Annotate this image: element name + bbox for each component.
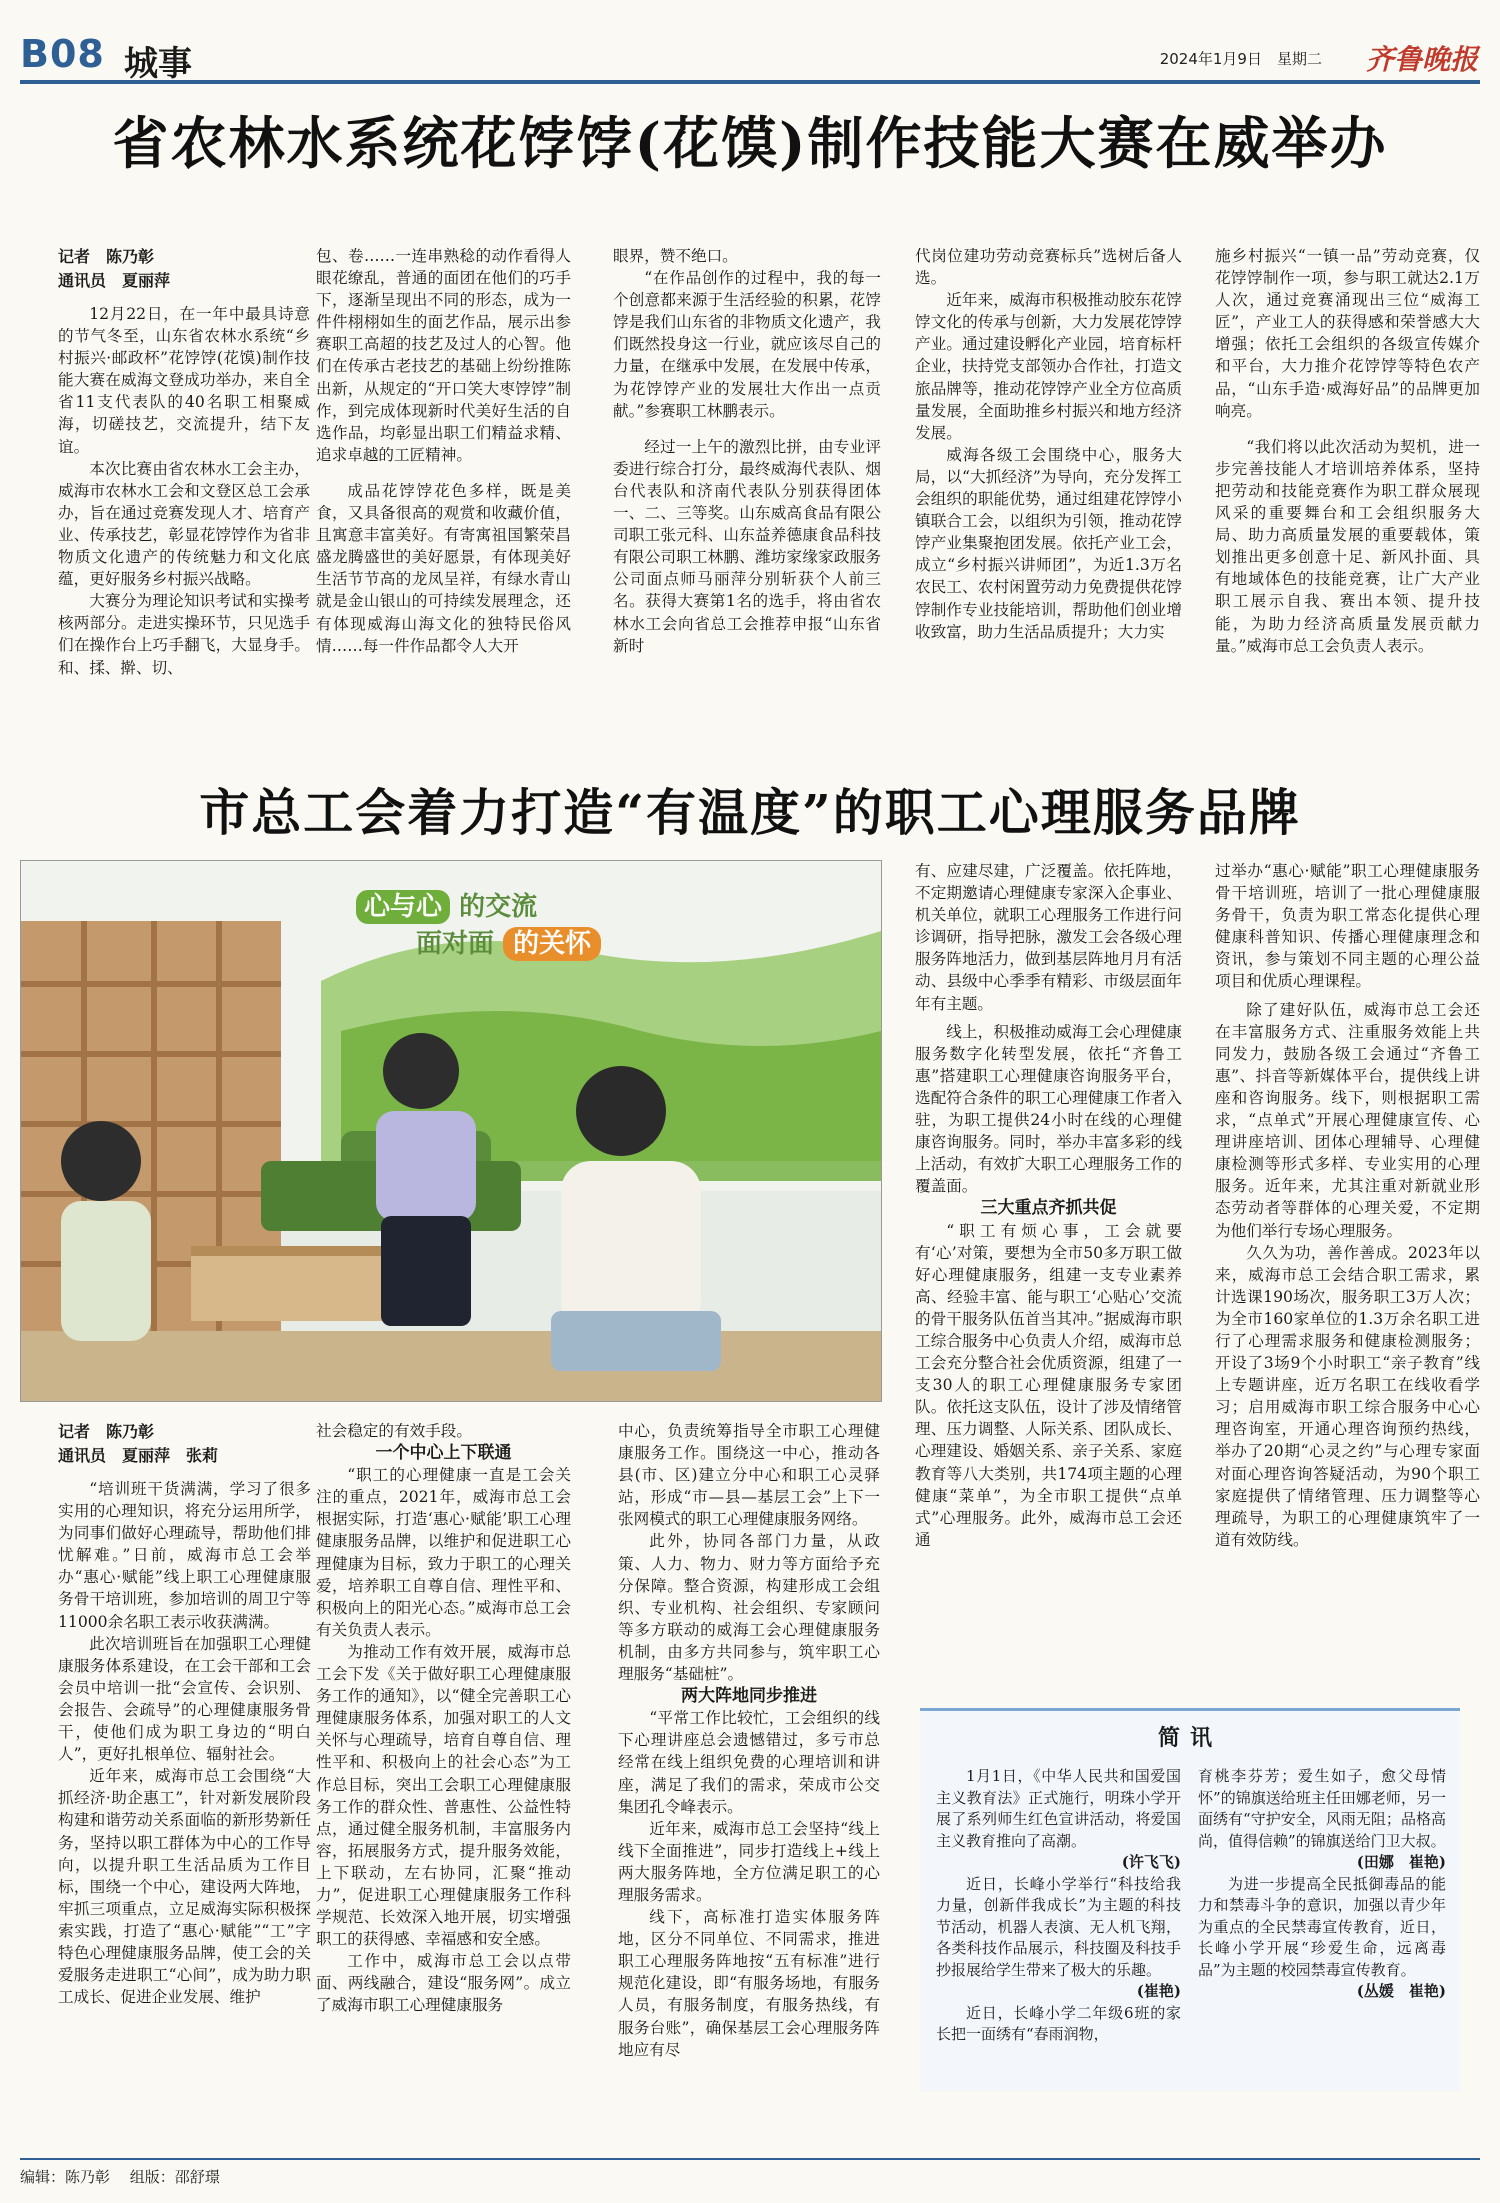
- brief-item: 近日，长峰小学举行“科技给我力量，创新伴我成长”为主题的科技节活动，机器人表演、无人机飞翔，各类科技作品展示，科技圈及科技手抄报展给学生带来了极大的乐趣。: [936, 1874, 1181, 1979]
- brief-signature: (崔艳): [1136, 1982, 1181, 2000]
- article2-column-3: [618, 1420, 880, 2145]
- paragraph: 有、应建尽建，广泛覆盖。依托阵地，不定期邀请心理健康专家深入企事业、机关单位，就职工心理服务工作进行问诊调研，指导把脉，激发工会各级心理服务阵地活力，做到基层阵地月月有活动、县级中心季季有精彩、市级层面年年有主题。: [915, 862, 1182, 1013]
- news-photo: [20, 860, 882, 1402]
- brief-column-left: [936, 1766, 1181, 2086]
- paragraph: 线上，积极推动威海工会心理健康服务数字化转型发展，依托“齐鲁工惠”搭建职工心理健康咨询服务平台，选配符合条件的职工心理健康工作者入驻，为职工提供24小时在线的心理健康咨询服务。同时，举办丰富多彩的线上活动，有效扩大职工心理服务工作的覆盖面。: [915, 1022, 1182, 1196]
- article2-column-1: [58, 1420, 311, 2145]
- subheading: 两大阵地同步推进: [681, 1686, 817, 1707]
- photo-sign-care: 的关怀: [503, 927, 601, 961]
- layout-credit: 组版：邵舒璟: [129, 2168, 220, 2186]
- paragraph: 此外，协同各部门力量，从政策、人力、物力、财力等方面给予充分保障。整合资源，构建形成工会组织、专业机构、社会组织、专家顾问等多方联动的威海工会心理健康服务机制，由多方共同参与，筑牢职工心理服务“基础桩”。: [618, 1532, 880, 1684]
- paragraph: 包、卷……一连串熟稔的动作看得人眼花缭乱，普通的面团在他们的巧手下，逐渐呈现出不同的形态，成为一件件栩栩如生的面艺作品，展示出参赛职工高超的技艺及过人的心智。他们在传承古老技艺的基础上纷纷推陈出新，从规定的“开口笑大枣饽饽”制作，到完成体现新时代美好生活的自选作品，均彰显出职工们精益求精、追求卓越的工匠精神。: [316, 247, 571, 464]
- newspaper-logo: 齐鲁晚报: [1365, 43, 1478, 76]
- article2-headline: 市总工会着力打造“有温度”的职工心理服务品牌: [199, 783, 1301, 842]
- paragraph: 近年来，威海市总工会坚持“线上线下全面推进”，同步打造线上+线上两大服务阵地，全方位满足职工的心理服务需求。: [618, 1819, 880, 1904]
- page-header: [20, 28, 1480, 84]
- article1-column-3: [613, 245, 881, 765]
- paragraph: 为推动工作有效开展，威海市总工会下发《关于做好职工心理健康服务工作的通知》，以“健全完善职工心理健康服务体系，加强对职工的人文关怀与心理疏导，培育自尊自信、理性平和、积极向上的社会心态”为工作总目标，突出工会职工心理健康服务工作的群众性、普惠性、公益性特点，通过健全服务机制，丰富服务内容，拓展服务方式，提升服务效能，上下联动，左右协同，汇聚“推动力”，促进职工心理健康服务工作科学规范、长效深入地开展，切实增强职工的获得感、幸福感和安全感。: [316, 1642, 571, 1949]
- brief-item: 为进一步提高全民抵御毒品的能力和禁毒斗争的意识，加强以青少年为重点的全民禁毒宣传教育，近日，长峰小学开展“珍爱生命，远离毒品”为主题的校园禁毒宣传教育。: [1198, 1874, 1446, 1979]
- paragraph: “职工有烦心事，工会就要有‘心’对策，要想为全市50多万职工做好心理健康服务，组建一支专业素养高、经验丰富、能与职工‘心贴心’交流的骨干服务队伍首当其冲。”据威海市职工综合服务中心负责人介绍，威海市总工会充分整合社会优质资源，组建了一支30人的职工心理健康服务专家团队。依托这支队伍，设计了涉及情绪管理、压力调整、人际关系、团队成长、心理建设、婚姻关系、亲子关系、家庭教育等八大类别，共174项主题的心理健康“菜单”，为全市职工提供“点单式”心理服务。此外，威海市总工会还通: [915, 1221, 1182, 1549]
- paragraph: 12月22日，在一年中最具诗意的节气冬至，山东省农林水系统“乡村振兴·邮政杯”花饽饽(花馍)制作技能大赛在威海文登成功举办，来自全省11支代表队的40名职工相聚威海，切磋技艺，交流提升，结下友谊。: [58, 305, 310, 456]
- paragraph: 施乡村振兴“一镇一品”劳动竞赛，仅花饽饽制作一项，参与职工就达2.1万人次，通过竞赛涌现出三位“威海工匠”，产业工人的获得感和荣誉感大大增强；依托工会组织的各级宣传媒介和平台，大力推介花饽饽等特色农产品，“山东手造·威海好品”的品牌更加响亮。: [1215, 247, 1480, 420]
- date-text: 2024年1月9日: [1159, 50, 1262, 68]
- paragraph: 眼界，赞不绝口。: [613, 247, 738, 265]
- brief-title: 简讯: [1157, 1725, 1222, 1751]
- paragraph: 近年来，威海市总工会围绕“大抓经济·助企惠工”，针对新发展阶段构建和谐劳动关系面临的新形势新任务，坚持以职工群体为中心的工作导向，以提升职工生活品质为工作目标，围绕一个中心，建设两大阵地，牢抓三项重点，立足威海实际积极探索实践，打造了“惠心·赋能”“工”字特色心理健康服务品牌，使工会的关爱服务走进职工“心间”，成为助力职工成长、促进企业发展、维护: [58, 1767, 311, 2007]
- paragraph: 线下，高标准打造实体服务阵地，区分不同单位、不同需求，推进职工心理服务阵地按“五有标准”进行规范化建设，即“有服务场地，有服务人员，有服务制度，有服务热线，有服务台账”，确保基层工会心理服务阵地应有尽: [618, 1908, 880, 2059]
- brief-item: 育桃李芬芳；爱生如子，愈父母情怀”的锦旗送给班主任田娜老师，另一面绣有“守护安全，风雨无阻；品格高尚，值得信赖”的锦旗送给门卫大叔。: [1198, 1767, 1446, 1850]
- brief-signature: (丛媛 崔艳): [1356, 1982, 1446, 2000]
- editor-credit: 编辑：陈乃彰: [20, 2168, 111, 2186]
- article1-column-2: [316, 245, 571, 765]
- weekday-text: 星期二: [1276, 50, 1322, 68]
- paragraph: 社会稳定的有效手段。: [316, 1422, 472, 1440]
- brief-item: 近日，长峰小学二年级6班的家长把一面绣有“春雨润物，: [936, 2003, 1181, 2043]
- article1-column-5: [1215, 245, 1480, 765]
- article2-column-2: [316, 1420, 571, 2145]
- subheading: 三大重点齐抓共促: [980, 1198, 1117, 1219]
- section-name: 城事: [124, 44, 192, 84]
- brief-item: 1月1日，《中华人民共和国爱国主义教育法》正式施行，明珠小学开展了系列师生红色宣讲活动，将爱国主义教育推向了高潮。: [936, 1767, 1181, 1850]
- article2-byline-correspondent: 通讯员 夏丽萍 张莉: [58, 1446, 219, 1465]
- paragraph: “我们将以此次活动为契机，进一步完善技能人才培训培养体系，坚持把劳动和技能竞赛作为职工群众展现风采的重要舞台和工会组织服务大局、助力高质量发展的重要载体，策划推出更多创意十足、新风扑面、具有地域体色的技能竞赛，让广大产业职工展示自我、赛出本领、提升技能，为助力经济高质量发展贡献力量。”威海市总工会负责人表示。: [1215, 437, 1480, 655]
- news-brief-box: [920, 1708, 1460, 2091]
- paragraph: 代岗位建功劳动竞赛标兵”选树后备人选。: [915, 247, 1182, 288]
- brief-signature: (许飞飞): [1121, 1853, 1181, 1871]
- article2-column-5: [1215, 860, 1480, 1700]
- paragraph: 久久为功，善作善成。2023年以来，威海市总工会结合职工需求，累计选课190场次，服务职工3万人次；为全市160家单位的1.3万余名职工进行了心理需求服务和健康检测服务；开设了3场9个小时职工“亲子教育”线上专题讲座，近万名职工在线收看学习；启用威海市职工综合服务中心心理咨询室，开通心理咨询预约热线，举办了20期“心灵之约”与心理专家面对面心理咨询答疑活动，为90个职工家庭提供了情绪管理、压力调整等心理疏导，为职工的心理健康筑牢了一道有效防线。: [1215, 1243, 1480, 1549]
- issue-date: [1160, 48, 1322, 69]
- photo-wall-sign: [356, 886, 601, 960]
- paragraph: “平常工作比较忙，工会组织的线下心理讲座总会遗憾错过，多亏市总经常在线上组织免费的心理培训和讲座，满足了我们的需求，荣成市公交集团孔令峰表示。: [618, 1709, 880, 1816]
- brief-signature: (田娜 崔艳): [1356, 1853, 1446, 1871]
- paragraph: 经过一上午的激烈比拼，由专业评委进行综合打分，最终威海代表队、烟台代表队和济南代表队分别获得团体一、二、三等奖。山东威高食品有限公司职工张元科、山东益养德康食品科技有限公司职工林鹏、潍坊家缘家政服务公司面点师马丽萍分别斩获个人前三名。获得大赛第1名的选手，将由省农林水工会向省总工会推荐申报“山东省新时: [613, 437, 881, 655]
- paragraph: 此次培训班旨在加强职工心理健康服务体系建设，在工会干部和工会会员中培训一批“会宣传、会识别、会报告、会疏导”的心理健康服务骨干，使他们成为职工身边的“明白人”，更好扎根单位、辐射社会。: [58, 1634, 311, 1764]
- paragraph: 成品花饽饽花色多样，既是美食，又具备很高的观赏和收藏价值，且寓意丰富美好。有寄寓祖国繁荣昌盛龙腾盛世的美好愿景，有体现美好生活节节高的龙凤呈祥，有绿水青山就是金山银山的可持续发展理念，还有体现威海山海文化的独特民俗风情……每一件作品都令人大开: [316, 481, 571, 655]
- paragraph: “在作品创作的过程中，我的每一个创意都来源于生活经验的积累，花饽饽是我们山东省的非物质文化遗产，我们既然投身这一行业，就应该尽自己的力量，在继承中发展，在发展中传承，为花饽饽产业的发展壮大作出一点贡献。”参赛职工林鹏表示。: [613, 269, 881, 420]
- article1-headline: 省农林水系统花饽饽(花馍)制作技能大赛在威举办: [112, 111, 1388, 177]
- article1-column-4: [915, 245, 1182, 765]
- paragraph: 过举办“惠心·赋能”职工心理健康服务骨干培训班，培训了一批心理健康服务骨干，负责为职工常态化提供心理健康科普知识、传播心理健康理念和资讯，参与策划不同主题的心理公益项目和优质心理课程。: [1215, 862, 1480, 991]
- paragraph: 近年来，威海市积极推动胶东花饽饽文化的传承与创新，大力发展花饽饽产业。通过建设孵化产业园，培育标杆企业，扶持党支部领办合作社，打造文旅品牌等，推动花饽饽产业全方位高质量发展，全面助推乡村振兴和地方经济发展。: [915, 291, 1182, 442]
- photo-sign-heart: 心与心: [356, 890, 450, 924]
- article2-byline-reporter: 记者 陈乃彰: [58, 1422, 155, 1441]
- brief-column-right: [1198, 1766, 1446, 2086]
- paragraph: 除了建好队伍，威海市总工会还在丰富服务方式、注重服务效能上共同发力，鼓励各级工会通过“齐鲁工惠”、抖音等新媒体平台，提供线上讲座和咨询服务。线下，则根据职工需求，“点单式”开展心理健康宣传、心理讲座培训、团体心理辅导、心理健康检测等形式多样、专业实用的心理服务。近年来，尤其注重对新就业形态劳动者等群体的心理关爱，不定期为他们举行专场心理服务。: [1215, 1000, 1480, 1240]
- article1-byline-reporter: 记者 陈乃彰: [58, 247, 155, 266]
- paragraph: 威海各级工会围绕中心，服务大局，以“大抓经济”为导向，充分发挥工会组织的职能优势，通过组建花饽饽小镇联合工会，以组织为引领，推动花饽饽产业集聚抱团发展。依托产业工会，成立“乡村振兴讲师团”，为近1.3万名农民工、农村闲置劳动力免费提供花饽饽制作专业技能培训，帮助他们创业增收致富，助力生活品质提升；大力实: [915, 445, 1182, 641]
- article2-column-4: [915, 860, 1182, 1700]
- photo-sign-exchange: 的交流: [459, 892, 538, 922]
- photo-sign-face: 面对面: [416, 929, 495, 959]
- article1-column-1: [58, 245, 310, 765]
- subheading: 一个中心上下联通: [375, 1443, 512, 1464]
- paragraph: “职工的心理健康一直是工会关注的重点，2021年，威海市总工会根据实际，打造‘惠心·赋能’职工心理健康服务品牌，以维护和促进职工心理健康为目标，致力于职工的心理关爱，培养职工自尊自信、理性平和、积极向上的阳光心态。”威海市总工会有关负责人表示。: [316, 1466, 571, 1639]
- page-number: B08: [20, 32, 105, 76]
- paragraph: 大赛分为理论知识考试和实操考核两部分。走进实操环节，只见选手们在操作台上巧手翻飞，大显身手。和、揉、擀、切、: [58, 592, 310, 677]
- paragraph: 工作中，威海市总工会以点带面、两线融合，建设“服务网”。成立了威海市职工心理健康服务: [316, 1952, 571, 2015]
- paragraph: 本次比赛由省农林水工会主办，威海市农林水工会和文登区总工会承办，旨在通过竞赛发现人才、培育产业、传承技艺，彰显花饽饽作为省非物质文化遗产的传统魅力和文化底蕴，更好服务乡村振兴战略。: [58, 459, 310, 589]
- paragraph: “培训班干货满满，学习了很多实用的心理知识，将充分运用所学，为同事们做好心理疏导，帮助他们排忧解难。”日前，威海市总工会举办“惠心·赋能”线上职工心理健康服务骨干培训班，参加培训的周卫宁等11000余名职工表示收获满满。: [58, 1480, 311, 1631]
- paragraph: 中心，负责统筹指导全市职工心理健康服务工作。围绕这一中心，推动各县(市、区)建立分中心和职工心灵驿站，形成“市—县—基层工会”上下一张网模式的职工心理健康服务网络。: [618, 1422, 880, 1529]
- page-footer: [20, 2158, 1480, 2187]
- article1-byline-correspondent: 通讯员 夏丽萍: [58, 271, 171, 290]
